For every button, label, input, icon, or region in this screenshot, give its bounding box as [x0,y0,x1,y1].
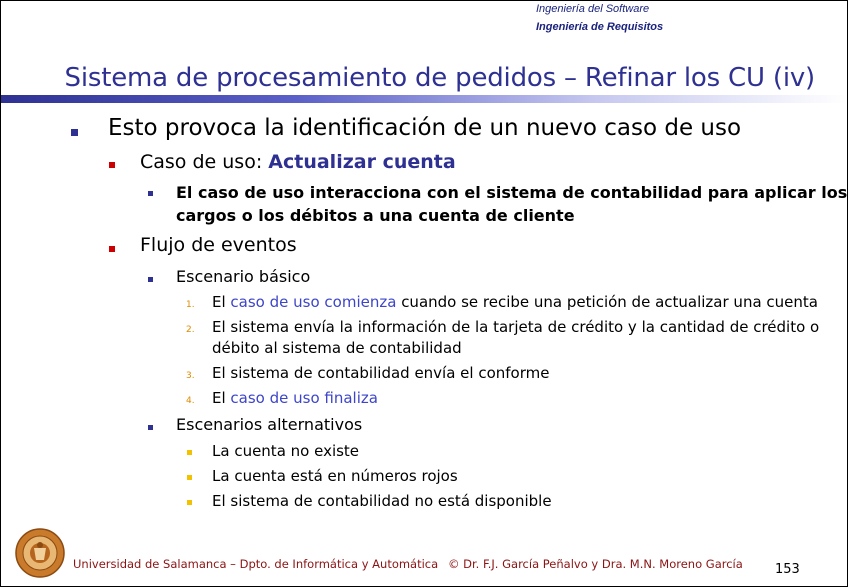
step-4-pre: El [212,389,231,407]
step-number-1: 1. [186,300,195,310]
slide-title: Sistema de procesamiento de pedidos – Refinar los CU (iv) [64,63,815,93]
description-line-2: cargos o los débitos a una cuenta de cliente [176,206,575,225]
step-1-pre: El [212,293,231,311]
alt-bullet-icon [148,425,153,430]
step-number-4: 4. [186,396,195,406]
alt-item-2: La cuenta está en números rojos [212,467,458,485]
basic-step-4 [212,388,378,409]
level1-text: Esto provoca la identificación de un nuevo caso de uso [108,115,742,141]
basic-step-2-line-1: El sistema envía la información de la tarjeta de crédito y la cantidad de crédito o [212,318,820,336]
footer-authors: © Dr. F.J. García Peñalvo y Dra. M.N. Moreno García [448,557,743,571]
alt-item-bullet-icon [187,500,192,505]
alt-item-bullet-icon [187,450,192,455]
basic-bullet-icon [148,277,153,282]
step-number-3: 3. [186,371,195,381]
basic-step-1 [212,292,818,313]
description-bullet-icon [148,191,153,196]
alt-item-3: El sistema de contabilidad no está disponible [212,492,552,510]
footer-university: Universidad de Salamanca – Dpto. de Informática y Automática [73,557,439,571]
page-number: 153 [775,562,800,577]
basic-heading: Escenario básico [176,267,311,286]
use-case-prefix: Caso de uso: [140,151,269,173]
header-subject: Ingeniería de Requisitos [536,21,664,33]
basic-step-2-line-2: débito al sistema de contabilidad [212,339,462,357]
use-case-name: Actualizar cuenta [268,151,456,173]
step-1-post: cuando se recibe una petición de actualizar una cuenta [396,293,818,311]
alt-item-1: La cuenta no existe [212,442,360,460]
level1-bullet-icon [71,129,78,136]
header-course: Ingeniería del Software [536,3,650,15]
use-case-line [140,151,456,173]
title-underline-bar [1,95,847,103]
flow-heading: Flujo de eventos [140,234,297,256]
flow-bullet-icon [109,246,115,252]
alt-heading: Escenarios alternativos [176,415,363,434]
university-seal-icon [15,528,65,578]
step-1-link: caso de uso comienza [230,293,397,311]
description-line-1: El caso de uso interacciona con el sistema de contabilidad para aplicar los [176,183,848,202]
step-number-2: 2. [186,325,195,335]
alt-item-bullet-icon [187,475,192,480]
step-4-link: caso de uso finaliza [230,389,378,407]
use-case-bullet-icon [109,162,115,168]
basic-step-3: El sistema de contabilidad envía el conforme [212,364,550,382]
